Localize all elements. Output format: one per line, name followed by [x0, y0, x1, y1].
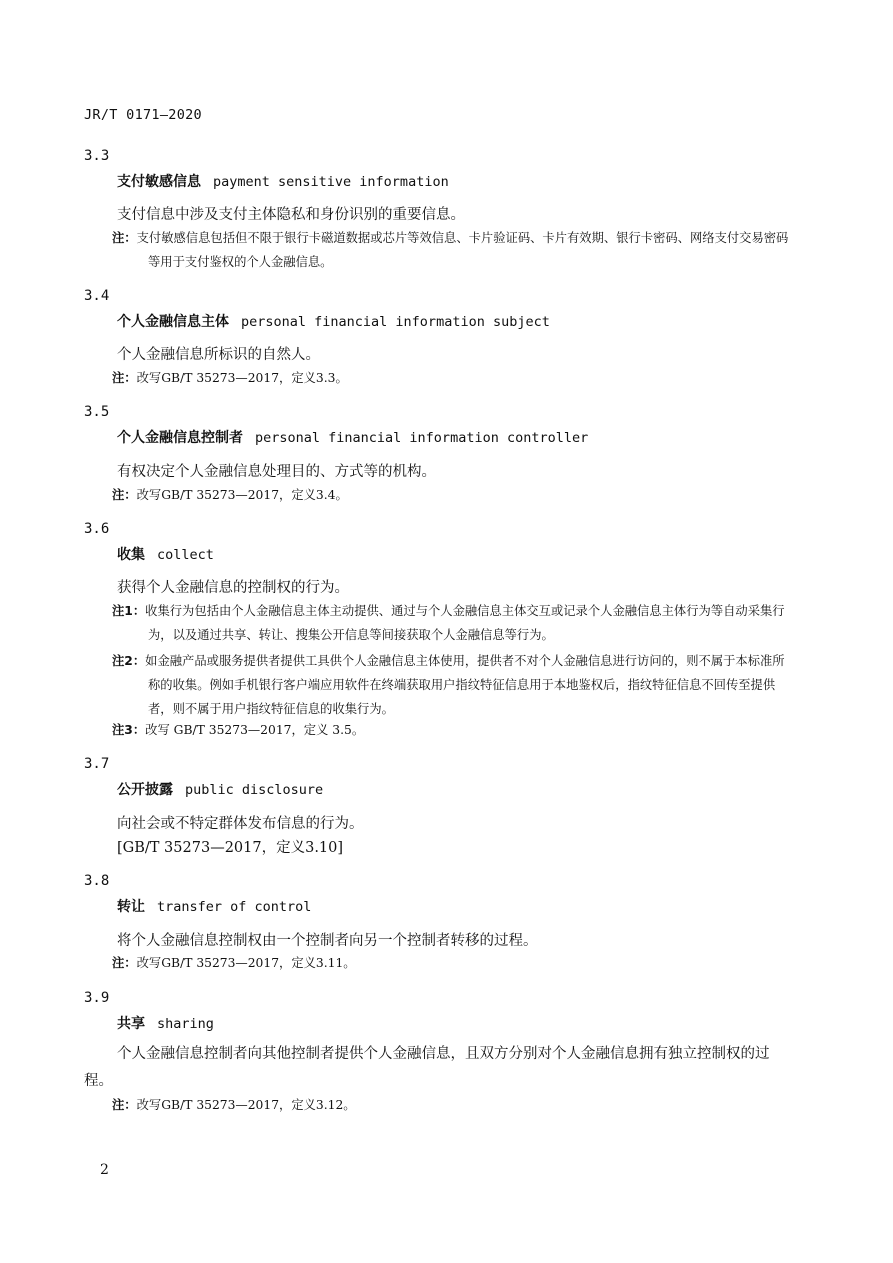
term-note	[112, 366, 792, 390]
term-en: transfer of control	[157, 899, 312, 915]
note-label: 注：	[112, 231, 137, 245]
note-label: 注1：	[112, 604, 146, 618]
clause-number: 3.9	[84, 990, 110, 1006]
term-definition: 个人金融信息控制者向其他控制者提供个人金融信息，且双方分别对个人金融信息拥有独立控制权的过程。	[84, 1046, 770, 1089]
page-number: 2	[100, 1162, 109, 1178]
term-zh: 转让	[117, 899, 145, 915]
note-text: 改写GB/T 35273—2017，定义3.3。	[136, 371, 348, 385]
term-heading	[117, 311, 550, 331]
note-label: 注：	[112, 956, 137, 970]
clause-number: 3.4	[84, 288, 110, 304]
term-definition: 有权决定个人金融信息处理目的、方式等的机构。	[117, 464, 436, 480]
note-label: 注：	[112, 371, 137, 385]
term-heading	[117, 779, 323, 799]
term-heading	[117, 896, 311, 916]
note-label: 注：	[112, 1098, 137, 1112]
clause-number: 3.7	[84, 756, 110, 772]
term-en: payment sensitive information	[213, 174, 449, 190]
clause-number: 3.5	[84, 404, 110, 420]
note-text: 支付敏感信息包括但不限于银行卡磁道数据或芯片等效信息、卡片验证码、卡片有效期、银行卡密码、网络支付交易密码等用于支付鉴权的个人金融信息。	[136, 231, 789, 269]
term-en: collect	[157, 547, 214, 563]
note-text: 改写GB/T 35273—2017，定义3.12。	[136, 1098, 356, 1112]
term-definition: 个人金融信息所标识的自然人。	[117, 347, 320, 363]
term-definition: 获得个人金融信息的控制权的行为。	[117, 580, 349, 596]
term-note	[112, 718, 792, 742]
term-zh: 个人金融信息主体	[117, 314, 229, 330]
term-heading	[117, 1013, 214, 1033]
term-zh: 个人金融信息控制者	[117, 430, 243, 446]
term-zh: 公开披露	[117, 782, 173, 798]
clause-number: 3.8	[84, 873, 110, 889]
term-heading	[117, 171, 449, 191]
note-text: 收集行为包括由个人金融信息主体主动提供、通过与个人金融信息主体交互或记录个人金融信息主体行为等自动采集行为，以及通过共享、转让、搜集公开信息等间接获取个人金融信息等行为。	[145, 604, 785, 642]
term-en: sharing	[157, 1016, 214, 1032]
note-label: 注2：	[112, 654, 146, 668]
term-en: personal financial information controller	[255, 430, 589, 446]
term-zh: 支付敏感信息	[117, 174, 201, 190]
term-definition: 支付信息中涉及支付主体隐私和身份识别的重要信息。	[117, 207, 465, 223]
document-code: JR/T 0171—2020	[84, 107, 202, 123]
term-note	[112, 483, 792, 507]
term-note	[112, 649, 792, 721]
note-label: 注3：	[112, 723, 146, 737]
term-note	[112, 951, 792, 975]
note-text: 改写 GB/T 35273—2017，定义 3.5。	[145, 723, 365, 737]
term-zh: 收集	[117, 547, 145, 563]
clause-number: 3.6	[84, 521, 110, 537]
term-note	[112, 599, 792, 647]
term-definition: 将个人金融信息控制权由一个控制者向另一个控制者转移的过程。	[117, 933, 538, 949]
term-note	[112, 226, 792, 274]
clause-number: 3.3	[84, 148, 110, 164]
term-en: personal financial information subject	[241, 314, 550, 330]
term-source: [GB/T 35273—2017，定义3.10]	[117, 840, 344, 856]
note-text: 如金融产品或服务提供者提供工具供个人金融信息主体使用，提供者不对个人金融信息进行访问的，则不属于本标准所称的收集。例如手机银行客户端应用软件在终端获取用户指纹特征信息用于本地鉴权后，指纹特征信息不回传至提供者，则不属于用户指纹特征信息的收集行为。	[145, 654, 785, 716]
note-label: 注：	[112, 488, 137, 502]
term-definition: 向社会或不特定群体发布信息的行为。	[117, 816, 364, 832]
term-heading	[117, 427, 588, 447]
note-text: 改写GB/T 35273—2017，定义3.4。	[136, 488, 348, 502]
term-en: public disclosure	[185, 782, 324, 798]
term-zh: 共享	[117, 1016, 145, 1032]
term-heading	[117, 544, 214, 564]
note-text: 改写GB/T 35273—2017，定义3.11。	[136, 956, 356, 970]
term-note	[112, 1093, 792, 1117]
